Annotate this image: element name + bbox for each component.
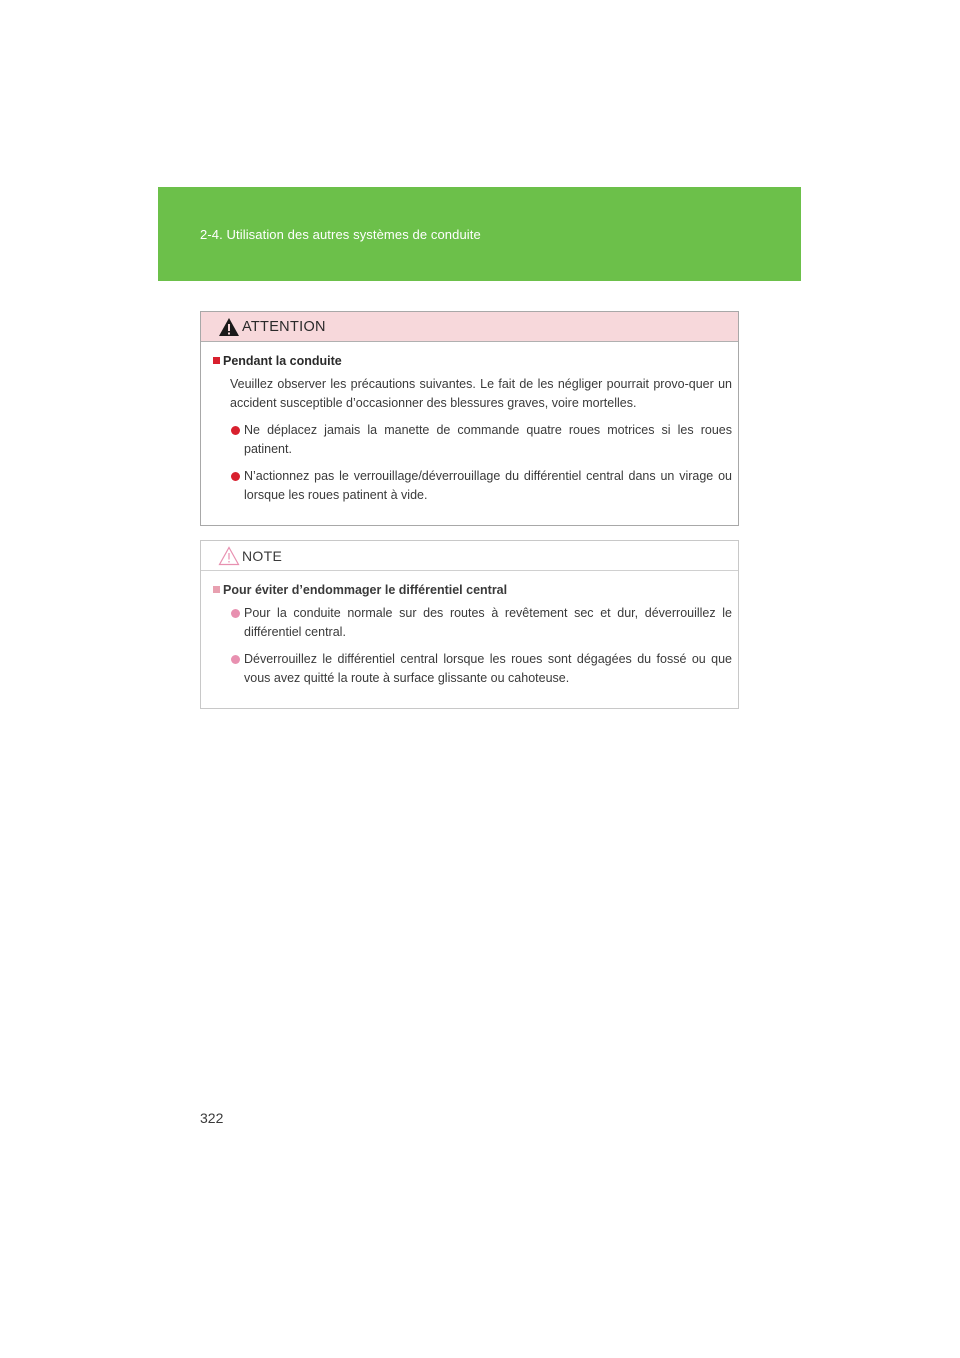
list-item: N’actionnez pas le verrouillage/déverrouillage du différentiel central dans un virage ou lorsque les roues patinent à vide.	[230, 467, 732, 505]
dot-bullet-icon	[231, 655, 240, 664]
dot-bullet-icon	[231, 426, 240, 435]
section-title: 2-4. Utilisation des autres systèmes de conduite	[200, 227, 481, 242]
note-heading: Pour éviter d’endommager le différentiel central	[213, 583, 732, 597]
warning-header	[201, 312, 738, 342]
warning-triangle-icon	[218, 317, 240, 337]
note-header	[201, 541, 738, 571]
warning-heading: Pendant la conduite	[213, 354, 732, 368]
list-item: Déverrouillez le différentiel central lorsque les roues sont dégagées du fossé ou que vous avez quitté la route à surface glissante ou cahoteuse.	[230, 650, 732, 688]
caution-outline-icon	[218, 546, 240, 566]
header-band	[158, 187, 801, 281]
square-bullet-icon	[213, 586, 220, 593]
square-bullet-icon	[213, 357, 220, 364]
list-item: Pour la conduite normale sur des routes à revêtement sec et dur, déverrouillez le différentiel central.	[230, 604, 732, 642]
note-box	[200, 540, 739, 709]
dot-bullet-icon	[231, 609, 240, 618]
list-item: Ne déplacez jamais la manette de commande quatre roues motrices si les roues patinent.	[230, 421, 732, 459]
warning-label: ATTENTION	[242, 319, 326, 335]
warning-intro: Veuillez observer les précautions suivantes. Le fait de les négliger pourrait provo-quer un accident susceptible d’occasionner des blessures graves, voire mortelles.	[230, 377, 732, 410]
note-label: NOTE	[242, 548, 283, 564]
warning-box	[200, 311, 739, 526]
dot-bullet-icon	[231, 472, 240, 481]
page-number: 322	[200, 1110, 224, 1126]
